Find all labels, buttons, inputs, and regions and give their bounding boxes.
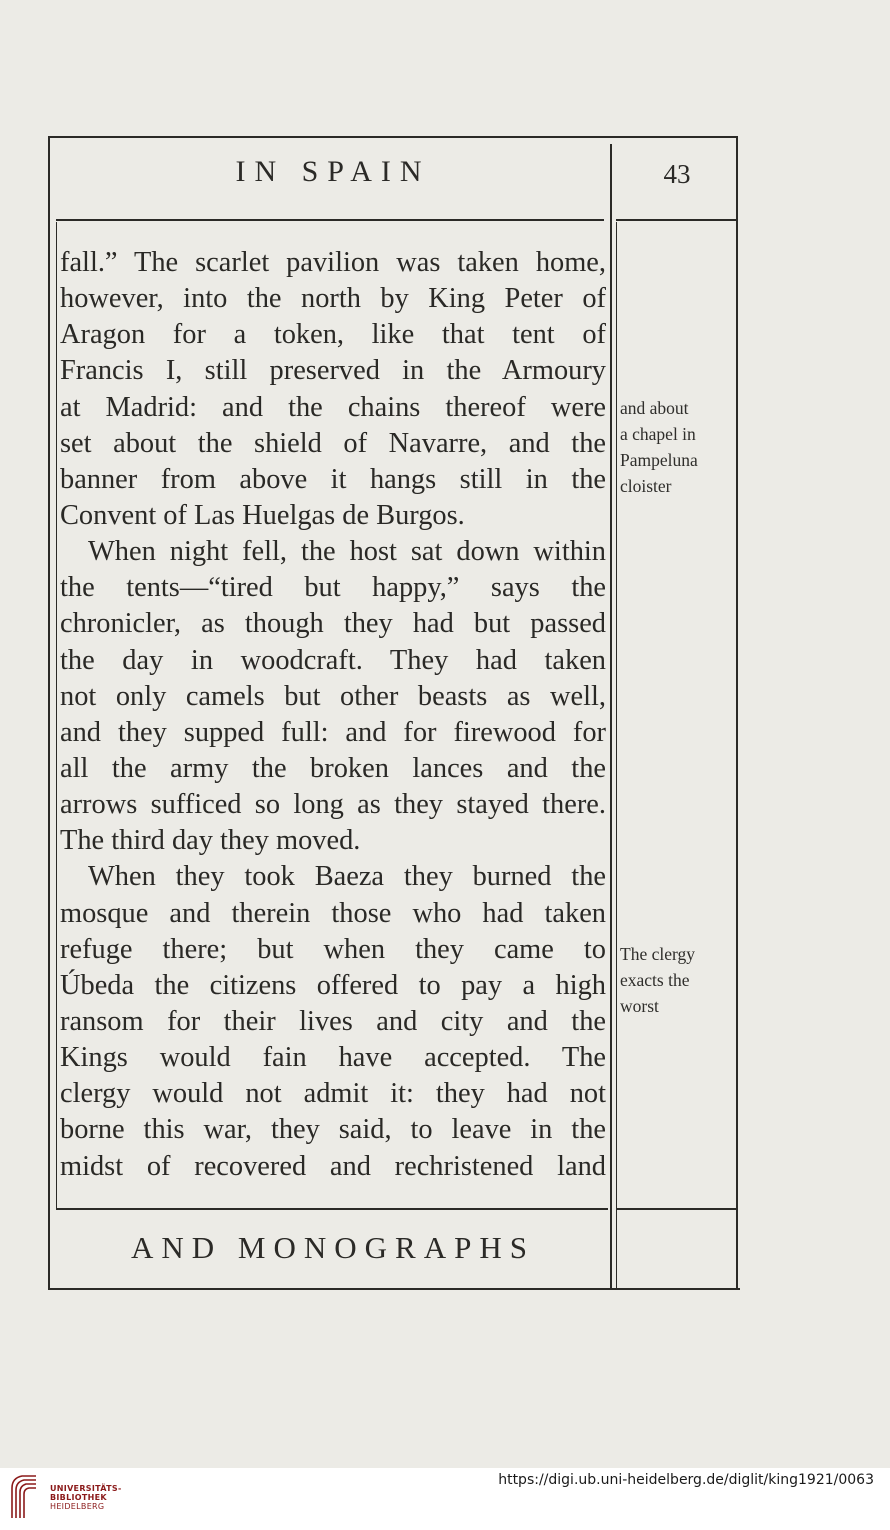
text-line: midst of recovered and rechristened land [60, 1150, 606, 1182]
header-rule [56, 219, 604, 221]
footer-title: AND MONOGRAPHS [131, 1230, 535, 1265]
text-line: chronicler, as though they had but passed [60, 608, 606, 640]
text-line: When night fell, the host sat down within [88, 536, 606, 568]
text-line: set about the shield of Navarre, and the [60, 427, 606, 459]
text-line: not only camels but other beasts as well, [60, 680, 606, 712]
text-line: The third day they moved. [60, 825, 361, 857]
text-line: fall.” The scarlet pavilion was taken home, [60, 247, 606, 278]
text-line: the day in woodcraft. They had taken [60, 644, 606, 676]
frame-right-rule [736, 136, 738, 1290]
library-name-line: HEIDELBERG [50, 1502, 105, 1511]
text-line: arrows sufficed so long as they stayed there. [60, 789, 606, 821]
text-line: at Madrid: and the chains thereof were [60, 391, 606, 423]
text-line: however, into the north by King Peter of [60, 283, 606, 315]
side-note-line: worst [620, 996, 659, 1016]
side-note-clergy [620, 941, 732, 1019]
inner-left-rule [56, 222, 57, 1208]
side-note-line: The clergy [620, 944, 695, 964]
text-line: clergy would not admit it: they had not [60, 1078, 606, 1110]
text-line: Aragon for a token, like that tent of [60, 319, 606, 351]
text-line: mosque and therein those who had taken [60, 897, 606, 929]
text-line: Convent of Las Huelgas de Burgos. [60, 499, 465, 531]
permalink-url[interactable]: https://digi.ub.uni-heidelberg.de/diglit/king1921/0063 [498, 1472, 874, 1488]
frame-top-rule [48, 136, 738, 138]
frame-left-rule [48, 136, 50, 1290]
text-line: refuge there; but when they came to [60, 933, 606, 965]
text-line: banner from above it hangs still in the [60, 463, 606, 495]
side-note-line: Pampeluna [620, 450, 698, 470]
side-note-chapel [620, 395, 732, 499]
footer-rule-margin [616, 1208, 738, 1210]
page-number: 43 [663, 159, 691, 189]
library-name [50, 1484, 122, 1511]
library-name-line: BIBLIOTHEK [50, 1493, 107, 1502]
text-line: Kings would fain have accepted. The [60, 1042, 606, 1074]
text-line: ransom for their lives and city and the [60, 1005, 606, 1037]
library-name-line: UNIVERSITÄTS- [50, 1484, 122, 1493]
frame-bottom-rule [48, 1288, 740, 1290]
text-line: and they supped full: and for firewood for [60, 716, 606, 748]
text-line: the tents—“tired but happy,” says the [60, 572, 606, 604]
body-text [60, 245, 606, 1185]
footer-rule [56, 1208, 608, 1210]
side-note-line: a chapel in [620, 424, 696, 444]
text-line: borne this war, they said, to leave in the [60, 1114, 606, 1146]
side-note-line: cloister [620, 476, 672, 496]
side-note-line: and about [620, 398, 689, 418]
header-rule-margin [616, 219, 736, 221]
frame-gutter-rule [610, 144, 612, 1290]
text-line: When they took Baeza they burned the [88, 861, 606, 893]
inner-gutter-rule [616, 222, 617, 1290]
running-head: IN SPAIN [235, 155, 431, 188]
text-line: Úbeda the citizens offered to pay a high [60, 969, 606, 1001]
text-line: Francis I, still preserved in the Armoury [60, 355, 606, 387]
side-note-line: exacts the [620, 970, 690, 990]
text-line: all the army the broken lances and the [60, 752, 606, 784]
library-logo-icon[interactable] [10, 1474, 38, 1520]
